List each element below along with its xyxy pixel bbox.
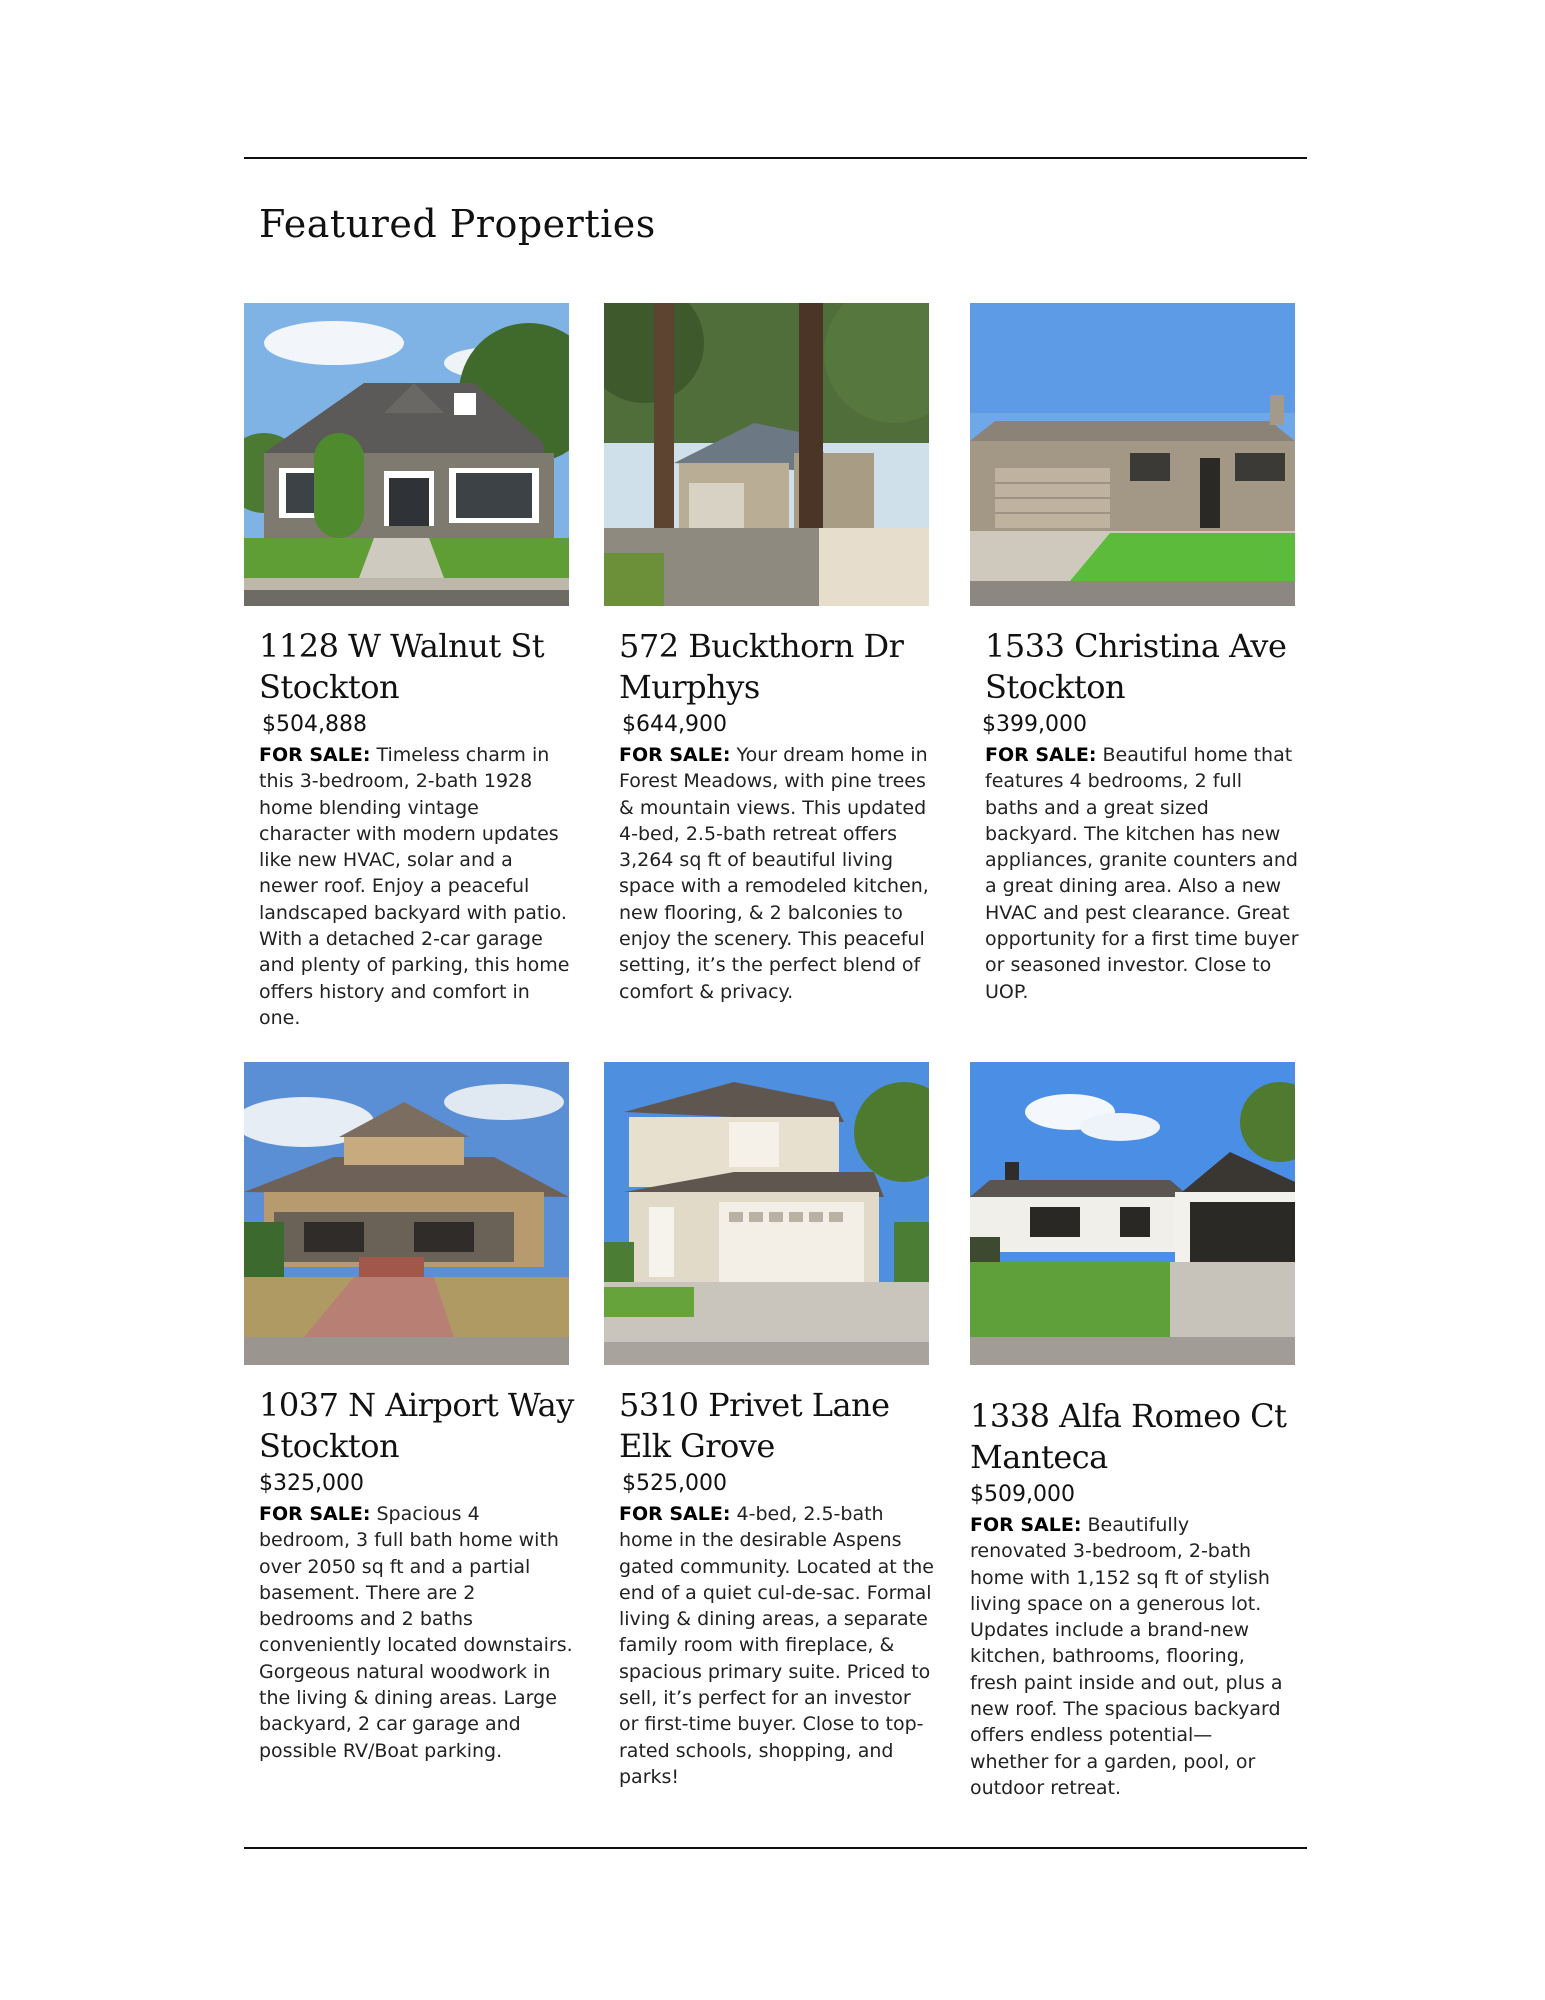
for-sale-label: FOR SALE: [619, 744, 731, 766]
house-photo[interactable] [970, 303, 1295, 606]
address-street: 1533 Christina Ave [985, 627, 1287, 665]
listing-address [259, 1385, 574, 1467]
listing-description [970, 1512, 1285, 1801]
description-text: Beautifully renovated 3-bedroom, 2-bath home with 1,152 sq ft of stylish living space on a generous lot. Updates include a brand-new kitchen, bathrooms, flooring, fresh paint inside and out, plus a new roof. The spacious backyard offers endless potential—whether for a garden, pool, or outdoor retreat. [970, 1514, 1283, 1799]
description-text: Spacious 4 bedroom, 3 full bath home with over 2050 sq ft and a partial basement. There are 2 bedrooms and 2 baths conveniently located downstairs. Gorgeous natural woodwork in the living & dining areas. Large backyard, 2 car garage and possible RV/Boat parking. [259, 1503, 573, 1762]
description-text: 4-bed, 2.5-bath home in the desirable Aspens gated community. Located at the end of a quiet cul-de-sac. Formal living & dining areas, a separate family room with fireplace, & spacious primary suite. Priced to sell, it’s perfect for an investor or first-time buyer. Close to top-rated schools, shopping, and parks! [619, 1503, 934, 1788]
for-sale-label: FOR SALE: [259, 744, 371, 766]
description-text: Your dream home in Forest Meadows, with pine trees & mountain views. This updated 4-bed, 2.5-bath retreat offers 3,264 sq ft of beautiful living space with a remodeled kitchen, new flooring, & 2 balconies to enjoy the scenery. This peaceful setting, it’s the perfect blend of comfort & privacy. [619, 744, 929, 1003]
house-photo[interactable] [970, 1062, 1295, 1365]
listing-address [259, 626, 574, 708]
listing-card[interactable] [244, 303, 574, 1031]
listing-description [619, 742, 934, 1005]
listing-card[interactable] [970, 1062, 1300, 1801]
address-street: 1128 W Walnut St [259, 627, 545, 665]
description-text: Beautiful home that features 4 bedrooms, 2 full baths and a great sized backyard. The kitchen has new appliances, granite counters and a great dining area. Also a new HVAC and pest clearance. Great opportunity for a first time buyer or seasoned investor. Close to UOP. [985, 744, 1299, 1003]
address-city: Manteca [970, 1438, 1108, 1476]
listing-description [619, 1501, 934, 1790]
listing-description [259, 1501, 574, 1764]
house-photo[interactable] [244, 1062, 569, 1365]
house-photo[interactable] [244, 303, 569, 606]
address-city: Stockton [259, 1427, 400, 1465]
house-photo[interactable] [604, 303, 929, 606]
listing-card[interactable] [604, 303, 934, 1005]
address-street: 572 Buckthorn Dr [619, 627, 904, 665]
bottom-divider [244, 1847, 1307, 1849]
address-street: 5310 Privet Lane [619, 1386, 890, 1424]
listing-description [985, 742, 1300, 1005]
for-sale-label: FOR SALE: [619, 1503, 731, 1525]
listing-price: $325,000 [259, 1471, 364, 1496]
top-divider [244, 157, 1307, 159]
address-city: Stockton [985, 668, 1126, 706]
listing-price: $525,000 [622, 1471, 727, 1496]
listing-address [619, 626, 934, 708]
listing-description [259, 742, 574, 1031]
listing-address [619, 1385, 934, 1467]
description-text: Timeless charm in this 3-bedroom, 2-bath 1928 home blending vintage character with modern updates like new HVAC, solar and a newer roof. Enjoy a peaceful landscaped backyard with patio. With a detached 2-car garage and plenty of parking, this home offers history and comfort in one. [259, 744, 570, 1029]
listing-address [985, 626, 1300, 708]
section-title: Featured Properties [259, 202, 656, 246]
for-sale-label: FOR SALE: [259, 1503, 371, 1525]
listing-price: $509,000 [970, 1482, 1075, 1507]
listing-price: $504,888 [262, 712, 367, 737]
listing-card[interactable] [970, 303, 1300, 1005]
address-city: Elk Grove [619, 1427, 775, 1465]
for-sale-label: FOR SALE: [970, 1514, 1082, 1536]
listing-card[interactable] [244, 1062, 574, 1764]
listing-price: $399,000 [982, 712, 1087, 737]
address-city: Murphys [619, 668, 760, 706]
for-sale-label: FOR SALE: [985, 744, 1097, 766]
listing-address [970, 1396, 1300, 1478]
address-street: 1338 Alfa Romeo Ct [970, 1397, 1287, 1435]
address-city: Stockton [259, 668, 400, 706]
address-street: 1037 N Airport Way [259, 1386, 574, 1424]
listing-card[interactable] [604, 1062, 934, 1790]
house-photo[interactable] [604, 1062, 929, 1365]
listing-price: $644,900 [622, 712, 727, 737]
